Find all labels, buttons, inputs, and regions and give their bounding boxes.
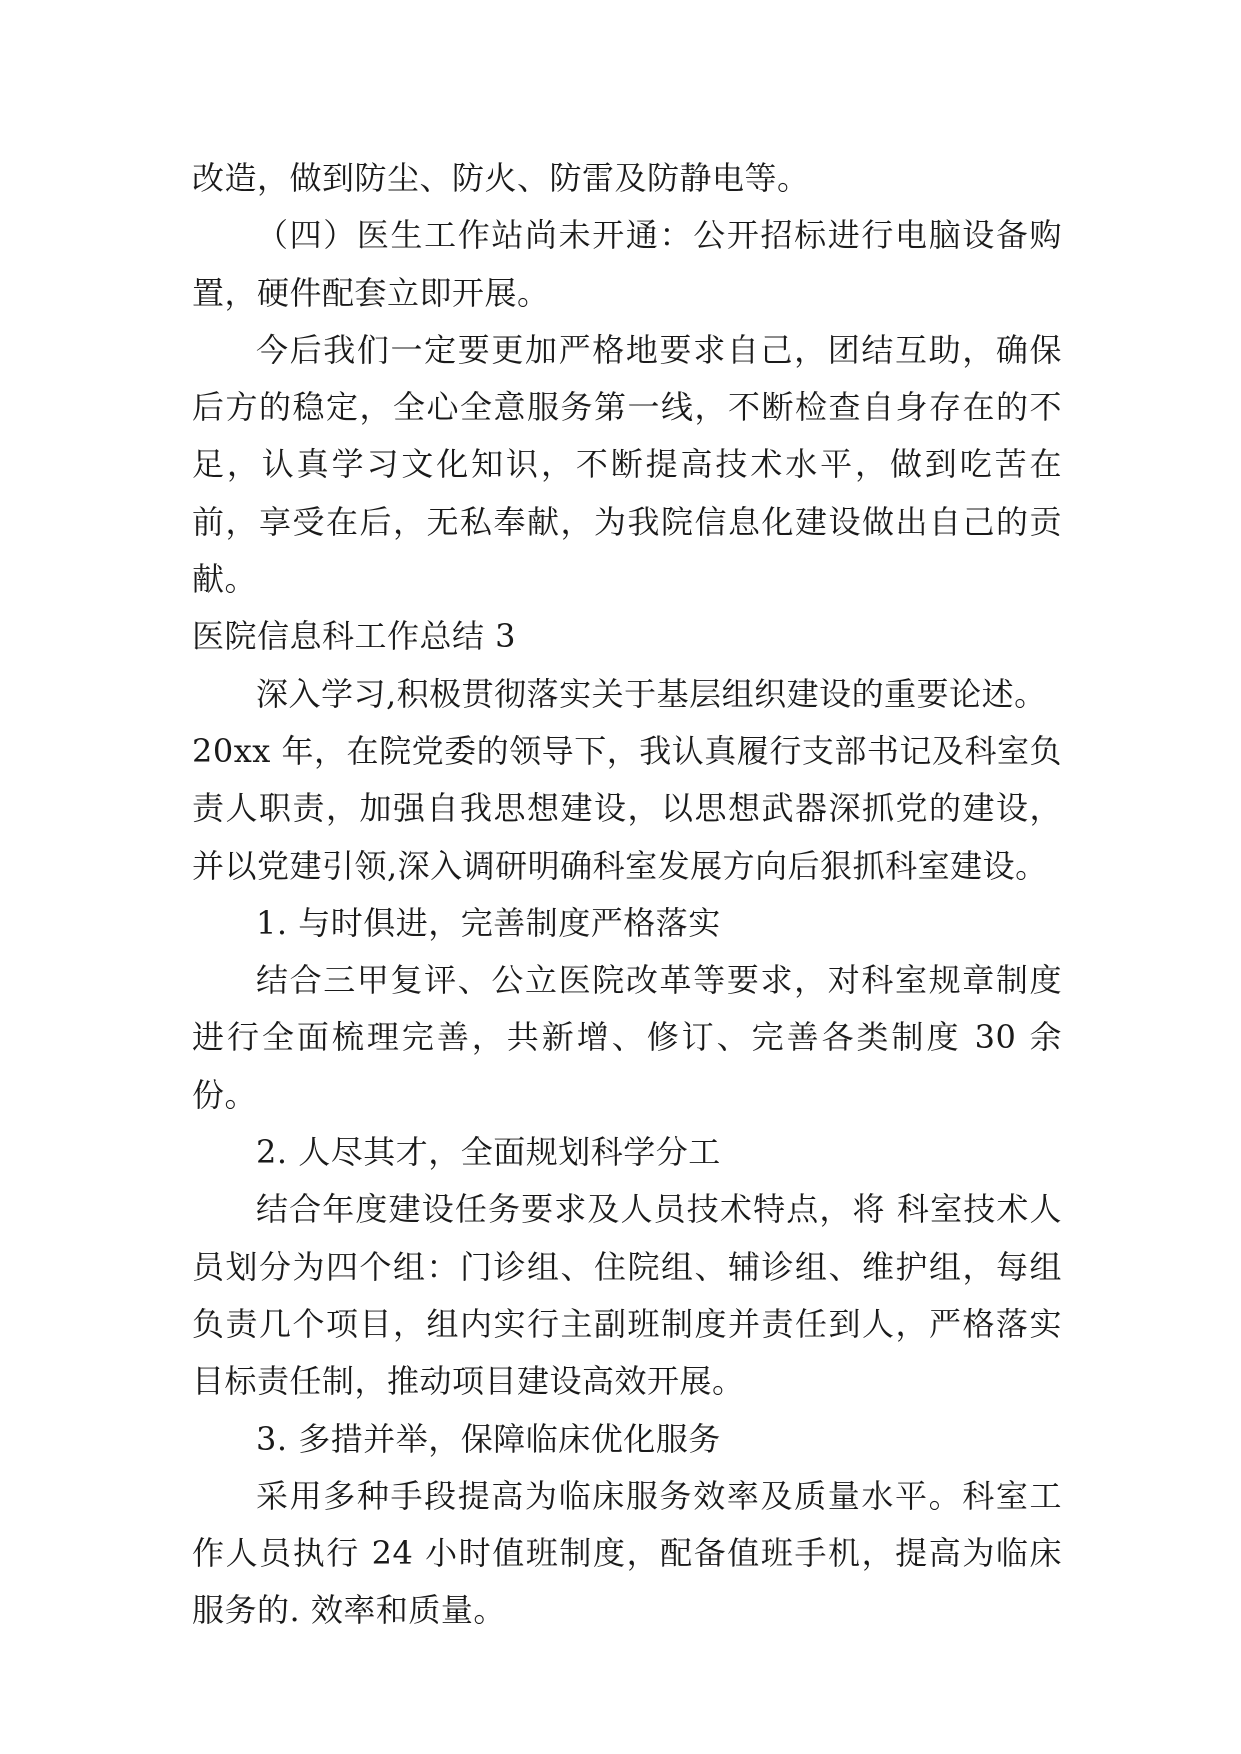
subheading-1: 1. 与时俱进，完善制度严格落实 — [256, 903, 721, 942]
subheading-2: 2. 人尽其才，全面规划科学分工 — [256, 1133, 721, 1172]
paragraph-continuation: 改造，做到防尘、防火、防雷及防静电等。 — [192, 159, 810, 197]
paragraph-study: 深入学习,积极贯彻落实关于基层组织建设的重要论述。 — [256, 674, 1047, 713]
paragraph-year-summary: 20xx 年，在院党委的领导下，我认真履行支部书记及科室负责人职责，加强自我思想建设，以思想武器深抓党的建设，并以党建引领,深入调研明确科室发展方向后狠抓科室建设。 — [192, 731, 1062, 885]
subheading-3: 3. 多措并举，保障临床优化服务 — [256, 1419, 721, 1458]
paragraph-future-commitment: 今后我们一定要更加严格地要求自己，团结互助，确保后方的稳定，全心全意服务第一线，不断检查自身存在的不足，认真学习文化知识，不断提高技术水平，做到吃苦在前，享受在后，无私奉献，为我院信息化建设做出自己的贡献。 — [192, 330, 1062, 599]
paragraph-staff-groups: 结合年度建设任务要求及人员技术特点，将 科室技术人员划分为四个组：门诊组、住院组、辅诊组、维护组，每组负责几个项目，组内实行主副班制度并责任到人，严格落实目标责任制，推动项目建设高效开展。 — [192, 1190, 1062, 1401]
paragraph-clinical-service: 采用多种手段提高为临床服务效率及质量水平。科室工作人员执行 24 小时值班制度，配备值班手机，提高为临床服务的. 效率和质量。 — [192, 1476, 1062, 1630]
document-body — [192, 150, 1062, 1640]
section-heading: 医院信息科工作总结 3 — [192, 617, 517, 656]
paragraph-item-four: （四）医生工作站尚未开通：公开招标进行电脑设备购置，硬件配套立即开展。 — [192, 216, 1062, 312]
paragraph-regulations: 结合三甲复评、公立医院改革等要求，对科室规章制度进行全面梳理完善，共新增、修订、完善各类制度 30 余份。 — [192, 961, 1062, 1114]
